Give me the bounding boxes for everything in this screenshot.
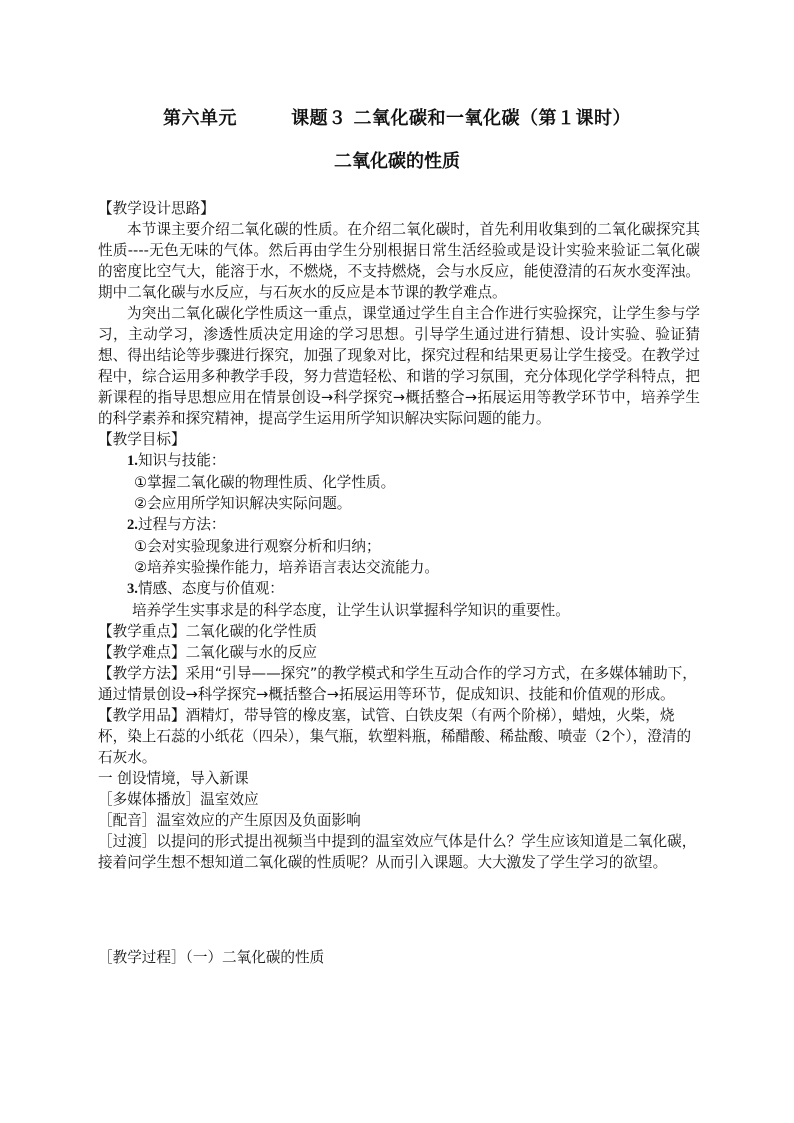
goal-process-label: 过程与方法： xyxy=(137,516,226,533)
design-paragraph-1: 本节课主要介绍二氧化碳的性质。在介绍二氧化碳时，首先利用收集到的二氧化碳探究其性质----无色无味的气体。然后再由学生分别根据日常生活经验或是设计实验来验证二氧化碳的密度比空气大，能溶于水，不燃烧，不支持燃烧，会与水反应，能使澄清的石灰水变浑浊。期中二氧化碳与水反应，与石灰水的反应是本节课的教学难点。 xyxy=(98,221,700,301)
goal-knowledge-number: 1. xyxy=(127,453,138,469)
key-point: 【教学重点】二氧化碳的化学性质 xyxy=(98,623,317,640)
goal-process-title xyxy=(98,514,700,536)
process-heading: ［教学过程］（一）二氧化碳的性质 xyxy=(98,949,325,966)
design-heading: 【教学设计思路】 xyxy=(98,200,215,217)
teaching-supplies: 【教学用品】酒精灯，带导管的橡皮塞，试管、白铁皮架（有两个阶梯），蜡烛，火柴，烧杯，染上石蕊的小纸花（四朵），集气瓶，软塑料瓶，稀醋酸、稀盐酸、喷壶（2个），澄清的石灰水。 xyxy=(98,707,692,766)
goal-knowledge-title xyxy=(98,450,700,472)
intro-dub: ［配音］温室效应的产生原因及负面影响 xyxy=(98,812,361,829)
difficulty: 【教学难点】二氧化碳与水的反应 xyxy=(98,644,317,661)
design-paragraph-2: 为突出二氧化碳化学性质这一重点，课堂通过学生自主合作进行实验探究，让学生参与学习，主动学习，渗透性质决定用途的学习思想。引导学生通过进行猜想、设计实验、验证猜想、得出结论等步骤进行探究，加强了现象对比，探究过程和结果更易让学生接受。在教学过程中，综合运用多种教学手段，努力营造轻松、和谐的学习氛围，充分体现化学学科特点，把新课程的指导思想应用在情景创设→科学探究→概括整合→拓展运用等教学环节中，培养学生的科学素养和探究精神，提高学生运用所学知识解决实际问题的能力。 xyxy=(98,305,700,427)
goals-heading: 【教学目标】 xyxy=(98,431,186,448)
goal-knowledge-label: 知识与技能： xyxy=(137,452,226,469)
intro-media: ［多媒体播放］温室效应 xyxy=(98,791,259,808)
goal-process-number: 2. xyxy=(127,517,138,533)
spacer xyxy=(98,873,700,947)
lesson-title: 第六单元 课题３ 二氧化碳和一氧化碳（第１课时） xyxy=(163,108,631,129)
goal-emotion-label: 情感、态度与价值观： xyxy=(137,580,284,597)
goal-process-item-1: ①会对实验现象进行观察分析和归纳； xyxy=(134,538,381,555)
goal-process-item-2: ②培养实验操作能力，培养语言表达交流能力。 xyxy=(134,559,439,576)
teaching-method: 【教学方法】采用“引导——探究”的教学模式和学生互动合作的学习方式，在多媒体辅助下，通过情景创设→科学探究→概括整合→拓展运用等环节，促成知识、技能和价值观的形成。 xyxy=(98,665,697,703)
goal-knowledge-item-2: ②会应用所学知识解决实际问题。 xyxy=(134,495,352,512)
goal-knowledge-item-1: ①掌握二氧化碳的物理性质、化学性质。 xyxy=(134,474,396,491)
goal-emotion-number: 3. xyxy=(127,581,138,597)
intro-transition: ［过渡］以提问的形式提出视频当中提到的温室效应气体是什么？学生应该知道是二氧化碳，接着问学生想不想知道二氧化碳的性质呢？从而引入课题。大大激发了学生学习的欲望。 xyxy=(98,833,697,871)
goal-emotion-item-1: 培养学生实事求是的科学态度，让学生认识掌握科学知识的重要性。 xyxy=(132,602,570,619)
document-body xyxy=(98,198,700,968)
goal-emotion-title xyxy=(98,578,700,600)
intro-heading: 一 创设情境，导入新课 xyxy=(98,770,249,787)
lesson-subtitle: 二氧化碳的性质 xyxy=(334,151,460,172)
